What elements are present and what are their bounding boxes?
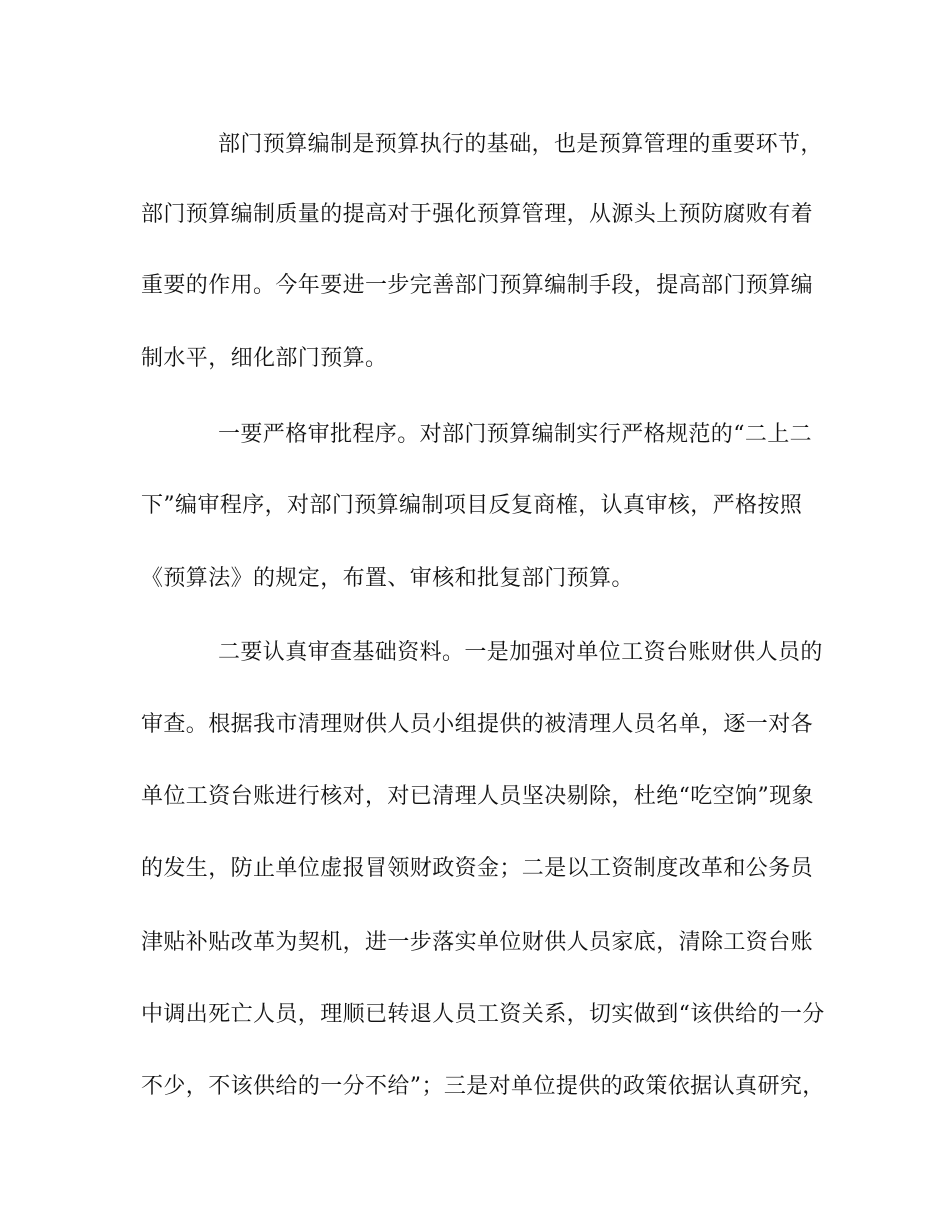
paragraph-3-line-2: 审查。根据我市清理财供人员小组提供的被清理人员名单，逐一对各 xyxy=(141,712,814,737)
paragraph-1-line-4: 制水平，细化部门预算。 xyxy=(141,346,388,371)
paragraph-3-line-3: 单位工资台账进行核对，对已清理人员坚决剔除，杜绝“吃空饷”现象 xyxy=(141,784,814,809)
paragraph-3-line-7: 不少，不该供给的一分不给”；三是对单位提供的政策依据认真研究， xyxy=(141,1074,825,1099)
paragraph-2-line-3: 《预算法》的规定，布置、审核和批复部门预算。 xyxy=(141,566,634,591)
paragraph-2-line-1: 一要严格审批程序。对部门预算编制实行严格规范的“二上二 xyxy=(218,422,813,447)
paragraph-3-line-5: 津贴补贴改革为契机，进一步落实单位财供人员家底，清除工资台账 xyxy=(141,930,814,955)
paragraph-2-line-2: 下”编审程序，对部门预算编制项目反复商榷，认真审核，严格按照 xyxy=(141,493,803,518)
paragraph-3-line-4: 的发生，防止单位虚报冒领财政资金；二是以工资制度改革和公务员 xyxy=(141,856,814,881)
paragraph-1-line-2: 部门预算编制质量的提高对于强化预算管理，从源头上预防腐败有着 xyxy=(141,202,814,227)
paragraph-3-line-6: 中调出死亡人员，理顺已转退人员工资关系，切实做到“该供给的一分 xyxy=(141,1002,825,1027)
paragraph-1-line-1: 部门预算编制是预算执行的基础，也是预算管理的重要环节， xyxy=(218,132,823,157)
paragraph-3-line-1: 二要认真审查基础资料。一是加强对单位工资台账财供人员的 xyxy=(218,640,823,665)
paragraph-1-line-3: 重要的作用。今年要进一步完善部门预算编制手段，提高部门预算编 xyxy=(141,273,814,298)
